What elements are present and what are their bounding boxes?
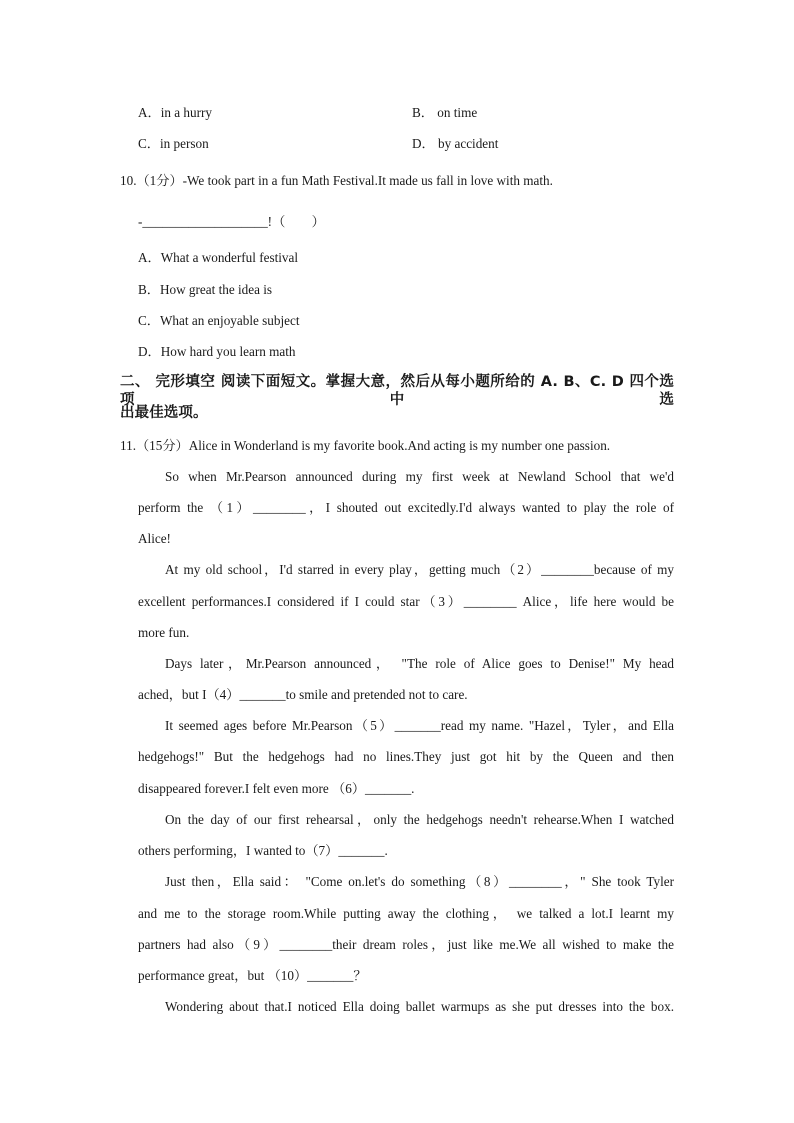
passage-line: excellent performances.I considered if I could star（3）________ Alice，life here would be	[138, 594, 674, 609]
passage-line: Days later，Mr.Pearson announced， "The role of Alice goes to Denise!" My head	[165, 656, 674, 671]
section-heading-line2: 出最佳选项。	[120, 405, 208, 421]
passage-line: At my old school，I'd starred in every play，getting much（2）________because of my	[165, 562, 674, 577]
q9-option-d: D． by accident	[412, 136, 499, 151]
passage-line: performance great，but （10）_______？	[138, 968, 367, 983]
passage-line: and me to the storage room.While putting away the clothing， we talked a lot.I learnt my	[138, 906, 674, 921]
q10-option-b: B．How great the idea is	[138, 282, 273, 297]
q11-stem: 11.（15分）Alice in Wonderland is my favorite book.And acting is my number one passion.	[120, 438, 611, 453]
q9-option-a: A．in a hurry	[138, 105, 212, 120]
passage-line: others performing，I wanted to（7）_______.	[138, 843, 388, 858]
q10-blank-line: -___________________!（ ）	[138, 214, 325, 229]
passage-line: Wondering about that.I noticed Ella doing ballet warmups as she put dresses into the box.	[165, 999, 674, 1014]
q9-option-b: B． on time	[412, 105, 478, 120]
q9-option-c: C．in person	[138, 136, 209, 151]
passage-line: ached，but I（4）_______to smile and pretended not to care.	[138, 687, 468, 702]
passage-line: Just then，Ella said： "Come on.let's do something（8）________，" She took Tyler	[165, 874, 674, 889]
q10-option-c: C．What an enjoyable subject	[138, 313, 300, 328]
passage-line: partners had also（9）________their dream roles，just like me.We all wished to make the	[138, 937, 674, 952]
passage-line: more fun.	[138, 625, 190, 640]
passage-line: hedgehogs!" But the hedgehogs had no lines.They just got hit by the Queen and then	[138, 749, 674, 764]
passage-line: On the day of our first rehearsal，only the hedgehogs needn't rehearse.When I watched	[165, 812, 674, 827]
passage-line: disappeared forever.I felt even more （6）_______.	[138, 781, 415, 796]
passage-line: So when Mr.Pearson announced during my first week at Newland School that we'd	[165, 469, 674, 484]
q10-option-d: D．How hard you learn math	[138, 344, 296, 359]
passage-line: perform the （1）________，I shouted out excitedly.I'd always wanted to play the role of	[138, 500, 674, 515]
passage-line: It seemed ages before Mr.Pearson（5）_______read my name. "Hazel，Tyler，and Ella	[165, 718, 674, 733]
section-heading-line1: 二、 完形填空 阅读下面短文。掌握大意，然后从每小题所给的 A. B、C. D 四个选项中选	[120, 374, 674, 408]
q10-stem: 10.（1分）-We took part in a fun Math Festival.It made us fall in love with math.	[120, 173, 553, 188]
passage-line: Alice!	[138, 531, 171, 546]
q10-option-a: A．What a wonderful festival	[138, 250, 299, 265]
